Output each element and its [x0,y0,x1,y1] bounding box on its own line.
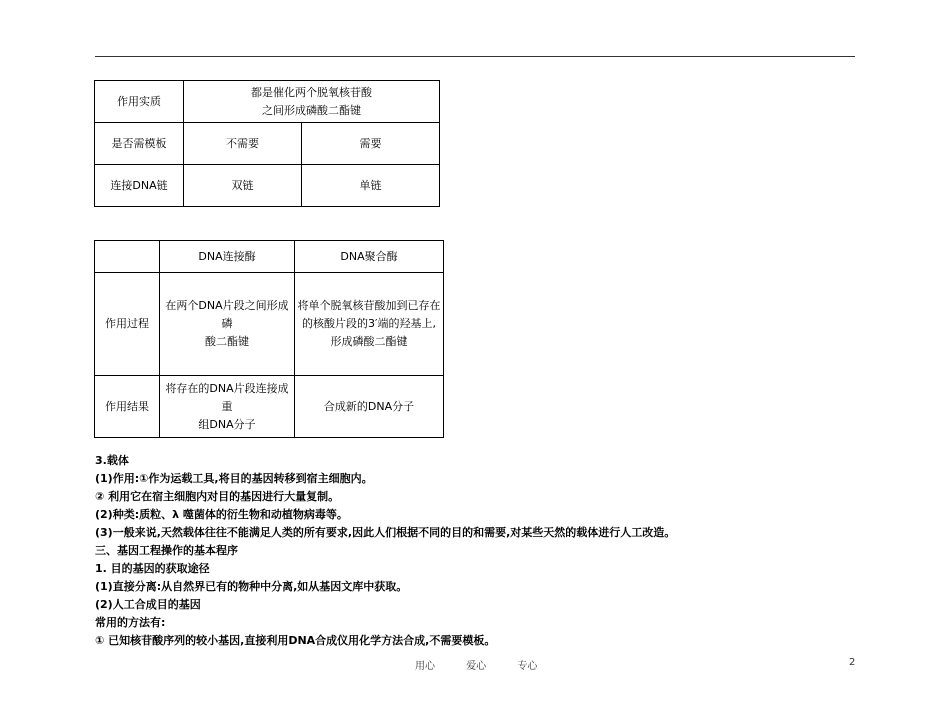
cell-polymerase: 单链 [302,165,440,207]
cell-ligase: 不需要 [184,123,302,165]
row-label: 作用实质 [95,81,184,123]
body-text [95,452,855,650]
header-ligase: DNA连接酶 [160,241,295,273]
row-label: 作用结果 [95,376,160,438]
table-row [95,273,444,376]
row-label: 作用过程 [95,273,160,376]
enzyme-comparison-table-1 [94,80,440,207]
cell-ligase: 将存在的DNA片段连接成重 组DNA分子 [160,376,295,438]
header-polymerase: DNA聚合酶 [295,241,444,273]
cell-polymerase: 需要 [302,123,440,165]
cell-ligase: 双链 [184,165,302,207]
merged-cell: 都是催化两个脱氧核苷酸 之间形成磷酸二酯键 [184,81,440,123]
cell-polymerase: 合成新的DNA分子 [295,376,444,438]
page-number: 2 [849,657,856,668]
text-line: (1)直接分离:从自然界已有的物种中分离,如从基因文库中获取。 [95,580,408,593]
header-empty [95,241,160,273]
table-row [95,376,444,438]
table-row [95,165,440,207]
table-header-row [95,241,444,273]
cell-ligase: 在两个DNA片段之间形成磷 酸二酯键 [160,273,295,376]
text-line: ② 利用它在宿主细胞内对目的基因进行大量复制。 [95,490,340,503]
text-line: (1)作用:①作为运载工具,将目的基因转移到宿主细胞内。 [95,472,373,485]
row-label: 连接DNA链 [95,165,184,207]
cell-polymerase: 将单个脱氧核苷酸加到已存在 的核酸片段的3′端的羟基上, 形成磷酸二酯键 [295,273,444,376]
footer-motto: 用心 爱心 专心 [415,661,538,672]
header-rule [95,56,855,57]
text-line: (3)一般来说,天然载体往往不能满足人类的所有要求,因此人们根据不同的目的和需要,对某些天然的载体进行人工改造。 [95,526,676,539]
section-heading: 三、基因工程操作的基本程序 [95,544,238,557]
text-line: (2)人工合成目的基因 [95,598,201,611]
row-label: 是否需模板 [95,123,184,165]
table-row [95,123,440,165]
enzyme-comparison-table-2 [94,240,444,438]
section-heading: 1. 目的基因的获取途径 [95,562,210,575]
text-line: 常用的方法有: [95,616,166,629]
text-line: ① 已知核苷酸序列的较小基因,直接利用DNA合成仪用化学方法合成,不需要模板。 [95,634,496,647]
text-line: (2)种类:质粒、λ 噬菌体的衍生物和动植物病毒等。 [95,508,348,521]
table-row [95,81,440,123]
section-heading: 3.载体 [95,454,129,467]
